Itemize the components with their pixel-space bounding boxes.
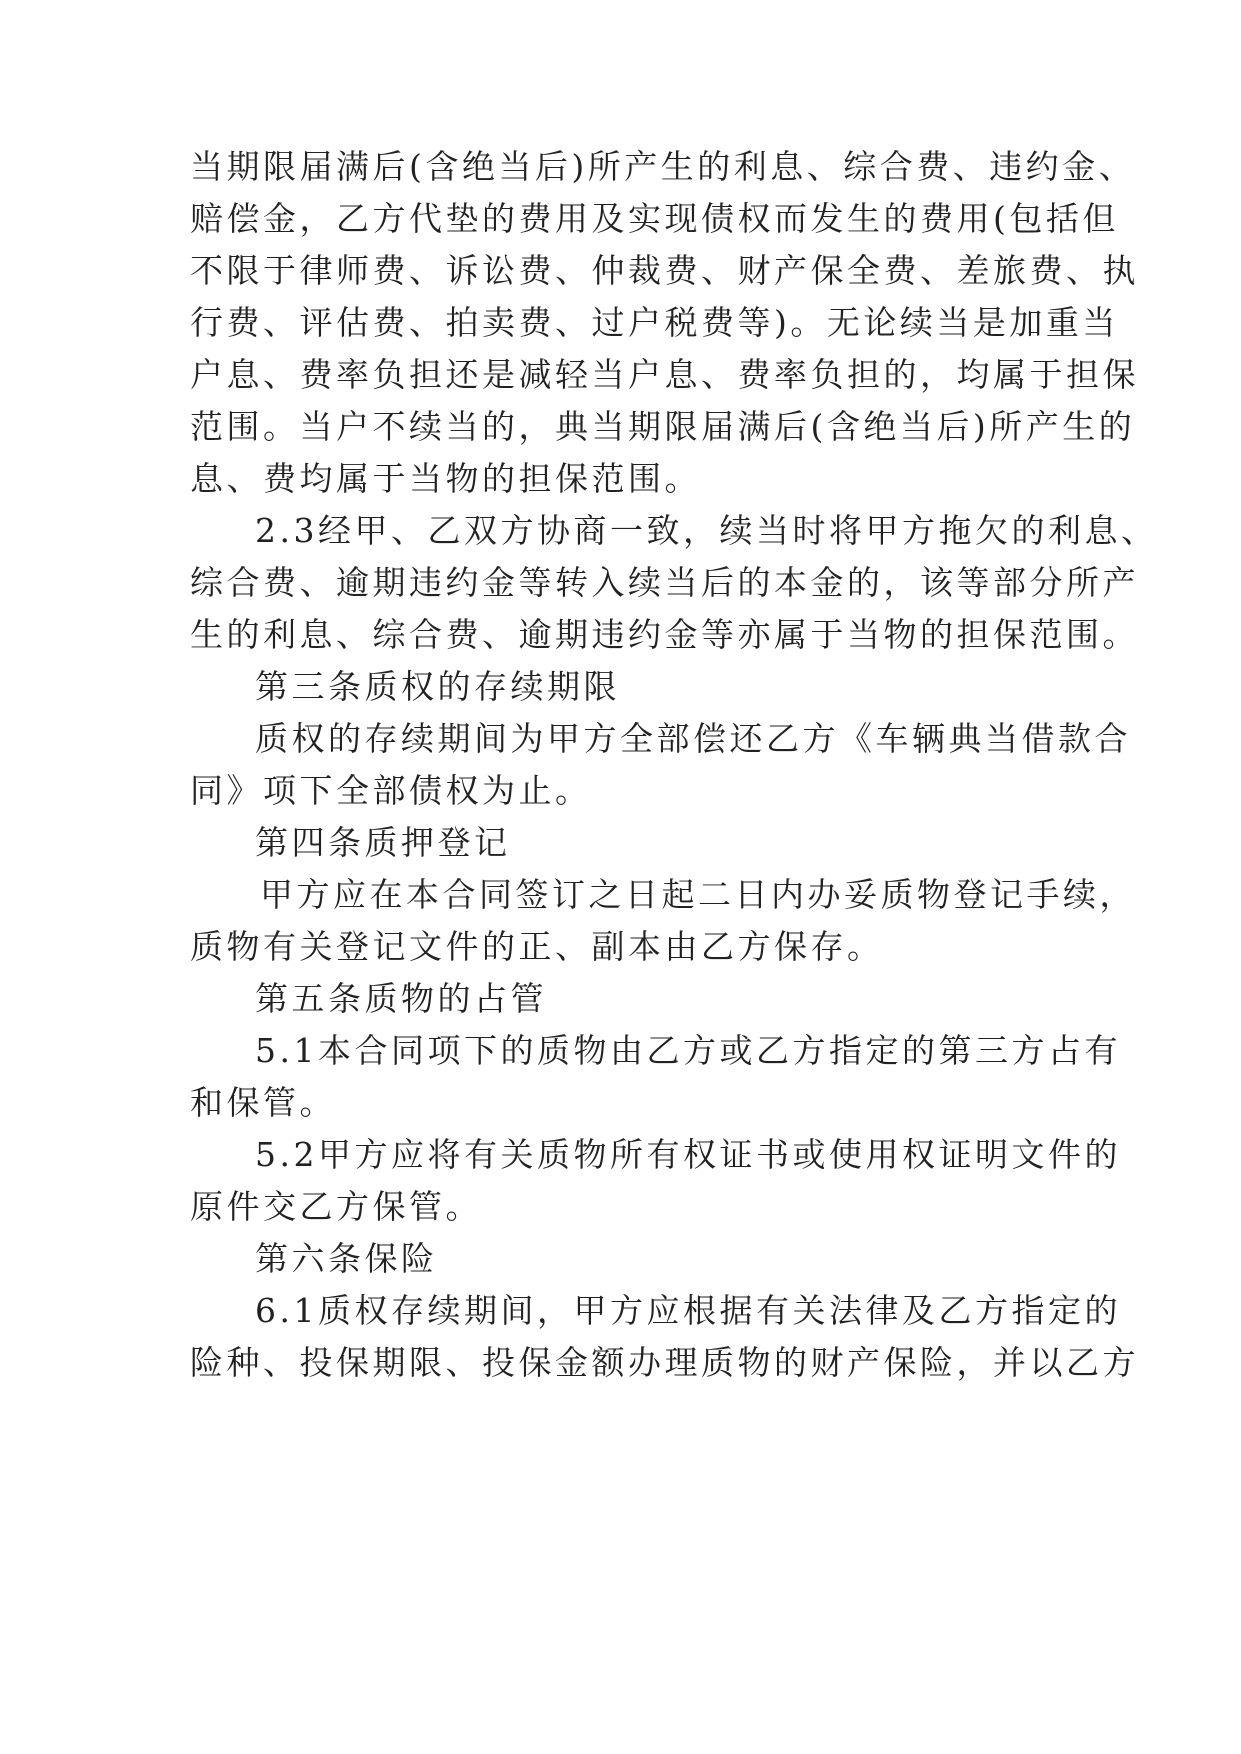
- text-line: 息、费均属于当物的担保范围。: [190, 459, 701, 498]
- article-3-heading: 第三条质权的存续期限: [255, 667, 620, 706]
- text-line: 赔偿金，乙方代垫的费用及实现债权而发生的费用(包括但: [190, 199, 1119, 238]
- text-line: 质权的存续期间为甲方全部偿还乙方《车辆典当借款合: [255, 719, 1131, 758]
- text-line: 险种、投保期限、投保金额办理质物的财产保险，并以乙方: [190, 1343, 1139, 1382]
- text-line: 原件交乙方保管。: [190, 1187, 482, 1226]
- article-5-heading: 第五条质物的占管: [255, 979, 547, 1018]
- text-line: 不限于律师费、诉讼费、仲裁费、财产保全费、差旅费、执: [190, 251, 1139, 290]
- text-line: 综合费、逾期违约金等转入续当后的本金的，该等部分所产: [190, 563, 1139, 602]
- text-line: 同》项下全部债权为止。: [190, 771, 592, 810]
- clause-2-3-text: 2.3经甲、乙双方协商一致，续当时将甲方拖欠的利息、: [255, 511, 1158, 550]
- clause-5-1-text: 5.1本合同项下的质物由乙方或乙方指定的第三方占有: [255, 1031, 1121, 1070]
- text-line: 当期限届满后(含绝当后)所产生的利息、综合费、违约金、: [190, 147, 1136, 186]
- clause-5-2-text: 5.2甲方应将有关质物所有权证书或使用权证明文件的: [255, 1135, 1121, 1174]
- article-6-heading: 第六条保险: [255, 1239, 438, 1278]
- article-4-heading: 第四条质押登记: [255, 823, 511, 862]
- text-line: 户息、费率负担还是减轻当户息、费率负担的，均属于担保: [190, 355, 1139, 394]
- clause-6-1-text: 6.1质权存续期间，甲方应根据有关法律及乙方指定的: [255, 1291, 1121, 1330]
- text-line: 生的利息、综合费、逾期违约金等亦属于当物的担保范围。: [190, 615, 1139, 654]
- text-line: 和保管。: [190, 1083, 336, 1122]
- text-line: 甲方应在本合同签订之日起二日内办妥质物登记手续，: [260, 875, 1136, 914]
- text-line: 范围。当户不续当的，典当期限届满后(含绝当后)所产生的: [190, 407, 1136, 446]
- text-line: 行费、评估费、拍卖费、过户税费等)。无论续当是加重当: [190, 303, 1119, 342]
- text-line: 质物有关登记文件的正、副本由乙方保存。: [190, 927, 884, 966]
